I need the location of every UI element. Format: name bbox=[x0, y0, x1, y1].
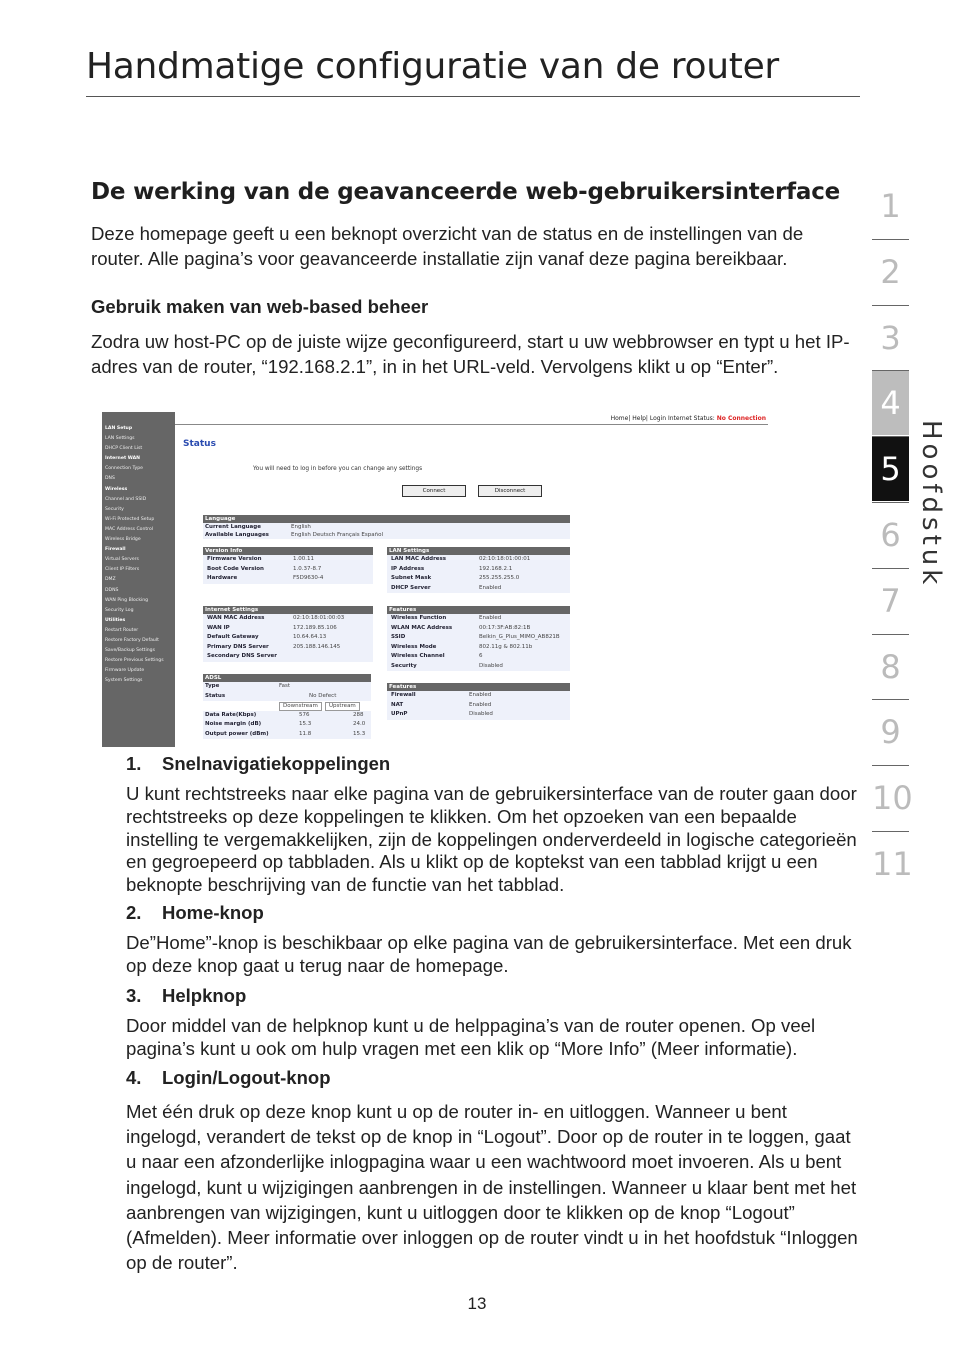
panel-title: Features bbox=[387, 683, 570, 691]
section-heading: De werking van de geavanceerde web-gebruikersinterface bbox=[91, 179, 841, 205]
panel-row: WLAN MAC Address 00:17:3F:AB:82:1B bbox=[387, 624, 570, 634]
screenshot-top-links: Home| Help| Login Internet Status: No Connection bbox=[175, 412, 768, 425]
features-panel bbox=[387, 606, 570, 671]
panel-row: DHCP Server Enabled bbox=[387, 584, 570, 594]
language-panel: Language Current Language English Available Languages English Deutsch Français Español bbox=[203, 515, 570, 539]
panel-row: Wireless Mode 802.11g & 802.11b bbox=[387, 643, 570, 653]
screenshot-sidebar-item: Restart Router bbox=[105, 627, 139, 633]
panel-row: Wireless Channel 6 bbox=[387, 652, 570, 662]
panel-row: Security Disabled bbox=[387, 662, 570, 672]
screenshot-sidebar-item: Wireless bbox=[105, 486, 128, 492]
panel-row: Hardware F5D9630-4 bbox=[203, 574, 373, 584]
screenshot-sidebar-item: Client IP Filters bbox=[105, 567, 140, 573]
list-item-body: U kunt rechtstreeks naar elke pagina van de gebruikersinterface van de router gaan door rechtstreeks op deze koppelingen te klikken. Om het opzoeken van een bepaalde instelling te vergemakkelijken, zijn de koppelingen onderverdeeld in logische categorieën en gegroepeerd op tabbladen. Als u klikt op de koptekst van een tabblad krijgt u een beknopte beschrijving van de functie van het tabblad. bbox=[126, 783, 857, 896]
screenshot-sidebar-item: LAN Settings bbox=[105, 436, 135, 442]
screenshot-connect-button: Connect bbox=[402, 485, 466, 497]
chapter-tab-7: 7 bbox=[880, 581, 901, 620]
list-item-body: Met één druk op deze knop kunt u op de router in- en uitloggen. Wanneer u bent ingelogd, verandert de tekst op de knop in “Logout”. Door op de router in te loggen, gaat u naar een afzonderlijke inlogpagina waar u een wachtwoord moet invoeren. Als u bent ingelogd, kunt u wijzigingen aanbrengen in de instellingen. Wanneer u klaar bent met het aanbrengen van wijzigingen, kunt u uitloggen door te klikken op de knop “Logout” (Afmelden). Meer informatie over inloggen op de router vindt u in het hoofdstuk “Inloggen op de router”. bbox=[126, 1101, 858, 1274]
screenshot-sidebar-item: System Settings bbox=[105, 678, 143, 684]
screenshot-sidebar-item: WAN Ping Blocking bbox=[105, 597, 149, 603]
screenshot-sidebar-item: Restore Factory Default bbox=[105, 637, 159, 643]
panel-row: LAN MAC Address 02:10:18:01:00:01 bbox=[387, 555, 570, 565]
panel-row: Subnet Mask 255.255.255.0 bbox=[387, 574, 570, 584]
chapter-tab-11: 11 bbox=[872, 845, 913, 883]
screenshot-sidebar-item: LAN Setup bbox=[105, 426, 133, 431]
chapter-tab-2: 2 bbox=[880, 252, 901, 291]
screenshot-sidebar-item: Security Log bbox=[105, 607, 134, 613]
panel-row: Firewall Enabled bbox=[387, 691, 570, 701]
instructions-paragraph: Zodra uw host-PC op de juiste wijze geconfigureerd, start u uw webbrowser en typt u het IP-adres van de router, “192.168.2.1”, in in het URL-veld. Vervolgens klikt u op “Enter”. bbox=[91, 331, 850, 377]
panel-row: SSID Belkin_G_Plus_MIMO_AB821B bbox=[387, 633, 570, 643]
screenshot-sidebar-item: Virtual Servers bbox=[105, 557, 139, 563]
chapter-tab-10: 10 bbox=[872, 779, 913, 818]
list-item-title: 4. Login/Logout-knop bbox=[126, 1067, 331, 1088]
screenshot-sidebar-item: DDNS bbox=[105, 587, 119, 593]
panel-row: Default Gateway 10.64.64.13 bbox=[203, 633, 373, 643]
chapter-tab-6: 6 bbox=[880, 516, 901, 554]
adsl-row: Output power (dBm) 11.8 15.3 bbox=[203, 730, 371, 740]
panel-row: WAN IP 172.189.85.106 bbox=[203, 624, 373, 634]
intro-paragraph: Deze homepage geeft u een beknopt overzicht van de status en de instellingen van de router. Alle pagina’s voor geavanceerde installatie zijn vanaf deze pagina bereikbaar. bbox=[91, 223, 804, 269]
panel-title: Version Info bbox=[203, 547, 373, 555]
chapter-tab-3: 3 bbox=[880, 318, 901, 357]
chapter-label: Hoofdstuk bbox=[916, 420, 946, 589]
adsl-row: Noise margin (dB) 15.3 24.0 bbox=[203, 720, 371, 730]
panel-row: Secondary DNS Server bbox=[203, 652, 373, 662]
version-info-panel bbox=[203, 547, 373, 584]
chapter-tab-5: 5 bbox=[872, 437, 909, 501]
screenshot-sidebar-item: Firewall bbox=[105, 547, 126, 553]
chapter-tab-8: 8 bbox=[880, 647, 901, 686]
list-item-body: Door middel van de helpknop kunt u de helppagina’s van de router openen. Op veel pagina’s kunt u ook om hulp vragen met een klik op “More Info” (Meer informatie). bbox=[126, 1015, 816, 1059]
chapter-tab-4: 4 bbox=[872, 371, 909, 435]
screenshot-sidebar-item: MAC Address Control bbox=[105, 526, 154, 532]
panel-row: NAT Enabled bbox=[387, 701, 570, 711]
panel-row: Wireless Function Enabled bbox=[387, 614, 570, 624]
panel-row: Boot Code Version 1.0.37-8.7 bbox=[203, 565, 373, 575]
panel-row: IP Address 192.168.2.1 bbox=[387, 565, 570, 575]
screenshot-sidebar-item: Security bbox=[105, 506, 124, 512]
title-divider bbox=[86, 96, 860, 97]
panel-title: LAN Settings bbox=[387, 547, 570, 555]
list-item-body: De”Home”-knop is beschikbaar op elke pagina van de gebruikersinterface. Met een druk op deze knop gaat u terug naar de homepage. bbox=[126, 932, 852, 976]
panel-row: Primary DNS Server 205.188.146.145 bbox=[203, 643, 373, 653]
screenshot-sidebar-item: Wireless Bridge bbox=[105, 537, 141, 543]
screenshot-sidebar-item: Firmware Update bbox=[105, 668, 145, 674]
screenshot-status-title: Status bbox=[183, 439, 216, 449]
list-item-title: 1. Snelnavigatiekoppelingen bbox=[126, 753, 391, 774]
list-item-title: 2. Home-knop bbox=[126, 902, 264, 923]
screenshot-sidebar-item: Restore Previous Settings bbox=[105, 658, 164, 664]
screenshot-sidebar-item: DMZ bbox=[105, 577, 116, 583]
adsl-row: Data Rate(Kbps) 576 288 bbox=[203, 711, 371, 721]
screenshot-login-note: You will need to log in before you can change any settings bbox=[253, 466, 423, 472]
page-title: Handmatige configuratie van de router bbox=[86, 46, 779, 87]
features-panel-2 bbox=[387, 683, 570, 720]
panel-title: Internet Settings bbox=[203, 606, 373, 614]
panel-title: Features bbox=[387, 606, 570, 614]
adsl-panel: ADSL Type Fast Status No Defect Downstream Upstream Data Rate(Kbps) 576 288 Noise margin (dB) 15.3 24.0 Output power (dBm) 11.8 15.3 bbox=[203, 674, 371, 739]
screenshot-sidebar-item: Utilities bbox=[105, 617, 126, 623]
internet-settings-panel bbox=[203, 606, 373, 662]
screenshot-sidebar-item: Channel and SSID bbox=[105, 496, 147, 502]
list-item-title: 3. Helpknop bbox=[126, 985, 247, 1006]
page-number: 13 bbox=[467, 1294, 487, 1313]
chapter-tab-1: 1 bbox=[880, 187, 901, 225]
screenshot-sidebar-item: Save/Backup Settings bbox=[105, 648, 155, 654]
screenshot-disconnect-button: Disconnect bbox=[478, 485, 542, 497]
screenshot-sidebar bbox=[102, 412, 175, 747]
panel-row: UPnP Disabled bbox=[387, 710, 570, 720]
sub-heading: Gebruik maken van web-based beheer bbox=[91, 296, 429, 317]
screenshot-sidebar-item: Wi-Fi Protected Setup bbox=[105, 516, 155, 522]
screenshot-sidebar-item: DNS bbox=[105, 476, 115, 482]
panel-row: Firmware Version 1.00.11 bbox=[203, 555, 373, 565]
screenshot-sidebar-item: Internet WAN bbox=[105, 456, 140, 462]
router-ui-screenshot bbox=[102, 412, 768, 747]
screenshot-sidebar-item: DHCP Client List bbox=[105, 446, 143, 452]
screenshot-sidebar-item: Connection Type bbox=[105, 466, 144, 472]
lan-settings-panel bbox=[387, 547, 570, 593]
panel-row: WAN MAC Address 02:10:18:01:00:03 bbox=[203, 614, 373, 624]
chapter-tab-9: 9 bbox=[880, 713, 901, 752]
